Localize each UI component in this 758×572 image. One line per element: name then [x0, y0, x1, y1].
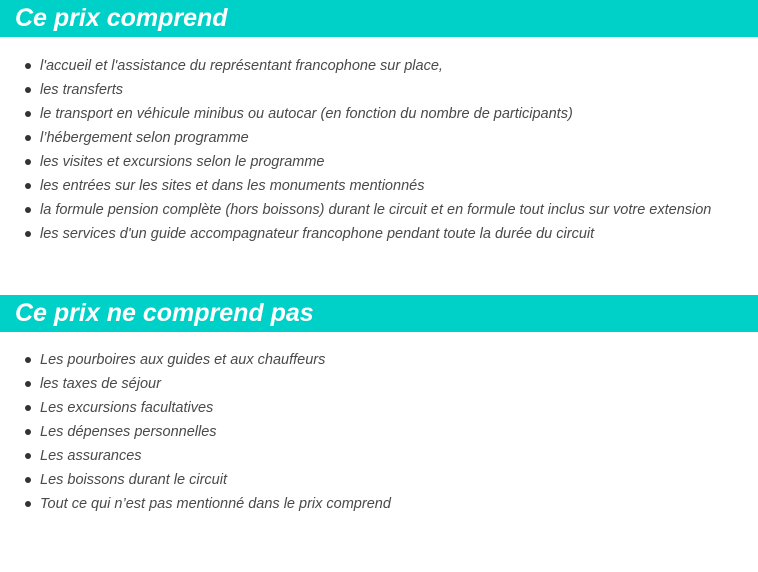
includes-list: [0, 54, 758, 246]
list-item: [0, 198, 758, 222]
bullet-icon: [25, 207, 31, 213]
list-item-text: Les dépenses personnelles: [40, 424, 217, 440]
list-item: [0, 444, 758, 468]
list-item: [0, 348, 758, 372]
list-item: [0, 78, 758, 102]
list-item-text: l’hébergement selon programme: [40, 130, 249, 146]
bullet-icon: [25, 159, 31, 165]
bullet-icon: [25, 111, 31, 117]
bullet-icon: [25, 63, 31, 69]
list-item: [0, 468, 758, 492]
bullet-icon: [25, 453, 31, 459]
list-item-text: Les pourboires aux guides et aux chauffeurs: [40, 352, 326, 368]
list-item: [0, 372, 758, 396]
list-item-text: Les boissons durant le circuit: [40, 472, 227, 488]
list-item: [0, 126, 758, 150]
section-title-includes: Ce prix comprend: [0, 0, 758, 37]
list-item-text: les visites et excursions selon le programme: [40, 154, 325, 170]
list-item-text: la formule pension complète (hors boissons) durant le circuit et en formule tout inclus sur votre extension: [40, 202, 712, 218]
section-title-excludes: Ce prix ne comprend pas: [0, 295, 758, 332]
list-item-text: Les excursions facultatives: [40, 400, 214, 416]
list-item: [0, 54, 758, 78]
bullet-icon: [25, 357, 31, 363]
list-item: [0, 492, 758, 516]
list-item-text: le transport en véhicule minibus ou autocar (en fonction du nombre de participants): [40, 106, 573, 122]
bullet-icon: [25, 477, 31, 483]
bullet-icon: [25, 501, 31, 507]
list-item-text: Tout ce qui n’est pas mentionné dans le prix comprend: [40, 496, 391, 512]
bullet-icon: [25, 231, 31, 237]
bullet-icon: [25, 183, 31, 189]
list-item-text: Les assurances: [40, 448, 142, 464]
bullet-icon: [25, 405, 31, 411]
list-item: [0, 174, 758, 198]
list-item-text: les transferts: [40, 82, 123, 98]
bullet-icon: [25, 87, 31, 93]
list-item: [0, 222, 758, 246]
list-item-text: les entrées sur les sites et dans les monuments mentionnés: [40, 178, 425, 194]
bullet-icon: [25, 381, 31, 387]
bullet-icon: [25, 135, 31, 141]
list-item-text: l'accueil et l'assistance du représentant francophone sur place,: [40, 58, 443, 74]
excludes-list: [0, 348, 758, 516]
bullet-icon: [25, 429, 31, 435]
list-item-text: les services d'un guide accompagnateur francophone pendant toute la durée du circuit: [40, 226, 595, 242]
list-item: [0, 102, 758, 126]
list-item: [0, 396, 758, 420]
list-item: [0, 150, 758, 174]
list-item-text: les taxes de séjour: [40, 376, 161, 392]
list-item: [0, 420, 758, 444]
